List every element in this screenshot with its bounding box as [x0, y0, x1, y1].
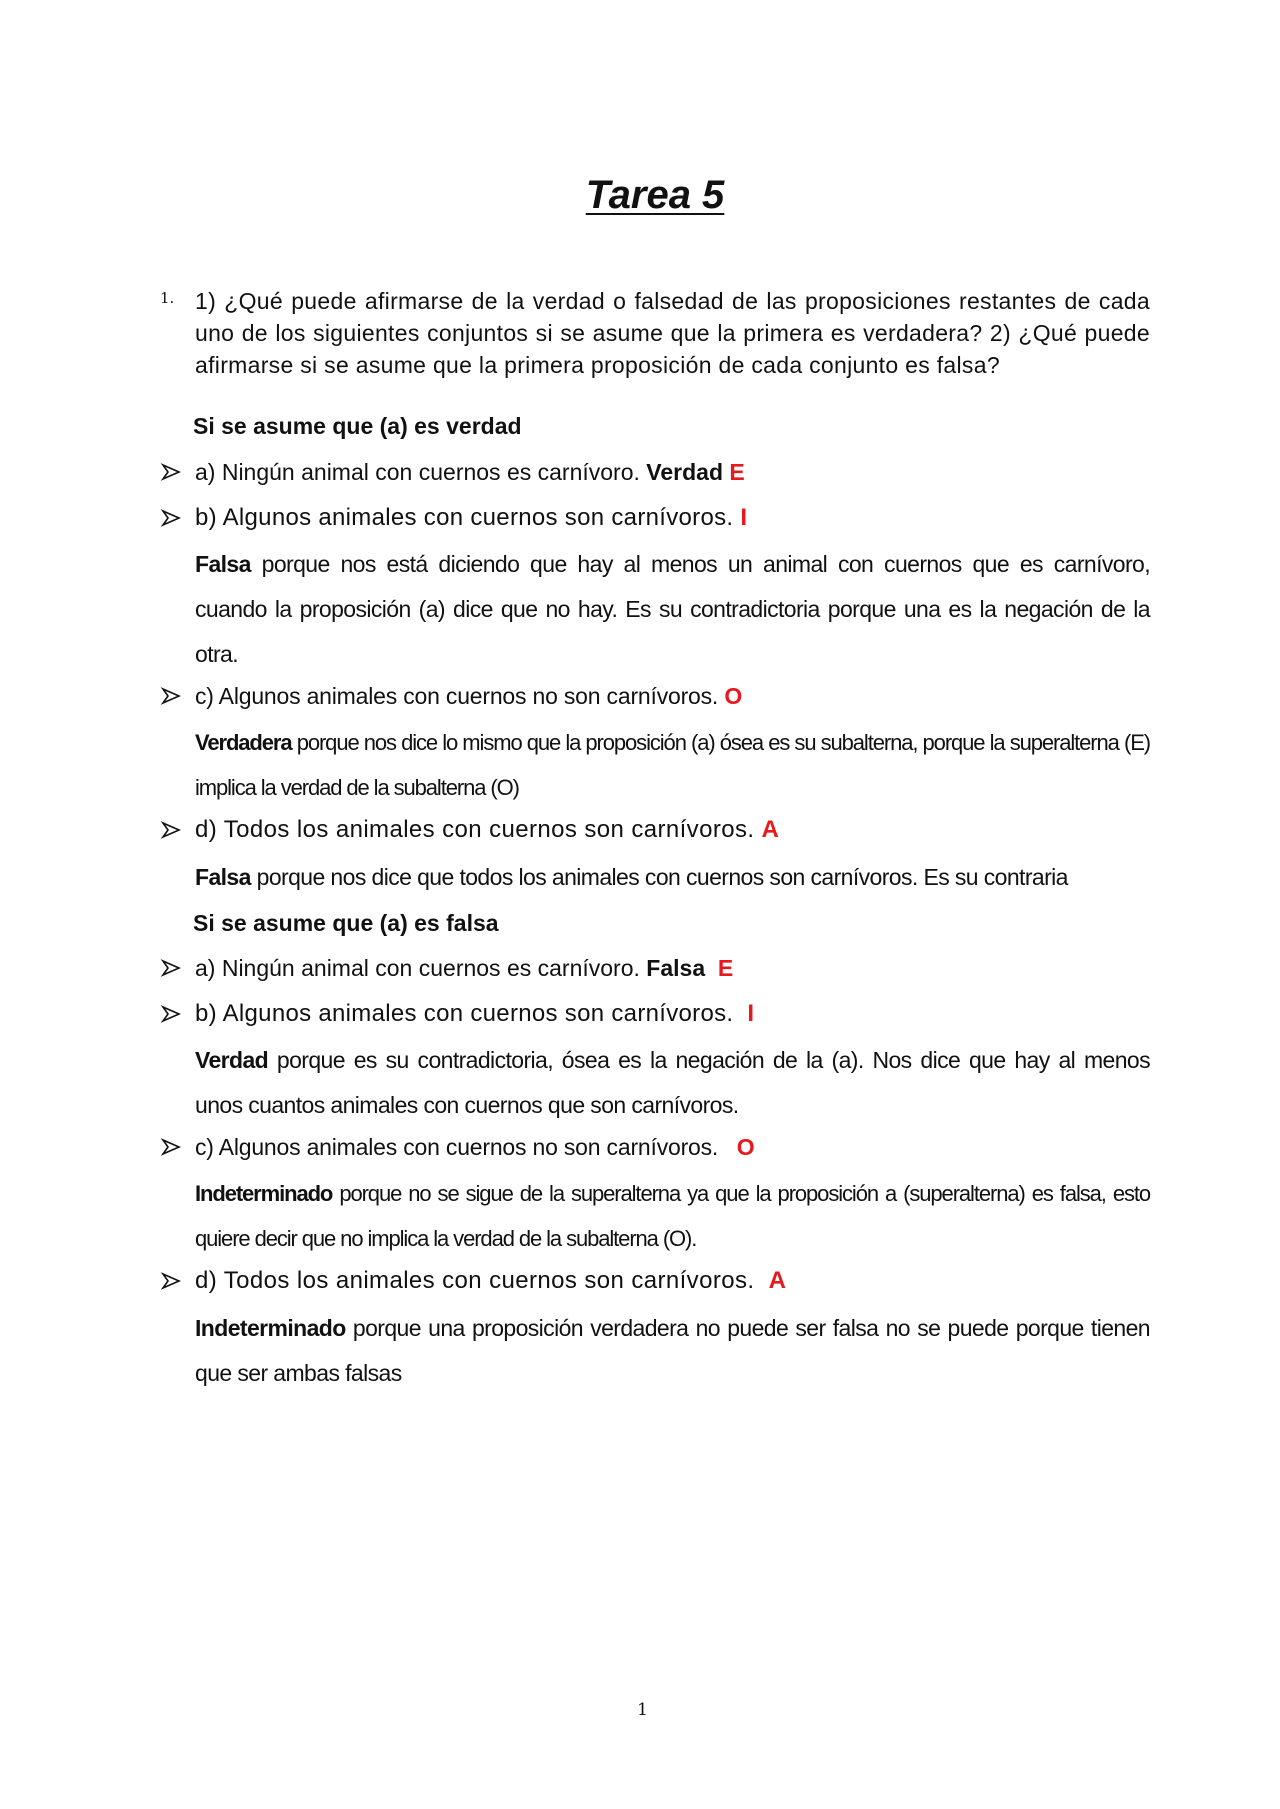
explanation-text: porque es su contradictoria, ósea es la negación de la (a). Nos dice que hay al menos unos cuantos animales con cuernos que son carnívoros.: [195, 1047, 1150, 1118]
page-number: 1: [637, 1700, 648, 1720]
proposition-letter: O: [736, 1134, 755, 1160]
verdict-label: Verdad: [646, 459, 724, 485]
statement-text: b) Algunos animales con cuernos son carnívoros.: [195, 504, 734, 531]
statement-text: d) Todos los animales con cuernos son carnívoros.: [195, 816, 755, 843]
page-title: Tarea 5: [585, 173, 725, 217]
verdict-label: Indeterminado: [195, 1181, 333, 1206]
verdict-label: Verdadera: [195, 730, 292, 755]
explanation-text: porque nos está diciendo que hay al menos un animal con cuernos que es carnívoro, cuando la proposición (a) dice que no hay. Es su contradictoria porque una es la negación de la otra.: [195, 551, 1150, 667]
explanation-text: porque no se sigue de la superalterna ya que la proposición a (superalterna) es falsa, esto quiere decir que no implica la verdad de la subalterna (O).: [195, 1181, 1150, 1251]
statement-text: a) Ningún animal con cuernos es carnívoro.: [195, 459, 640, 485]
section-heading-true: Si se asume que (a) es verdad: [193, 413, 522, 439]
verdict-label: Indeterminado: [195, 1315, 346, 1341]
verdict-label: Falsa: [195, 551, 251, 577]
arrowhead-bullet-icon: [160, 456, 182, 488]
arrowhead-bullet-icon: [160, 814, 182, 846]
proposition-letter: A: [761, 816, 780, 843]
proposition-letter: E: [729, 459, 745, 485]
explanation-text: porque una proposición verdadera no puede ser falsa no se puede porque tienen que ser ambas falsas: [195, 1315, 1150, 1386]
arrowhead-bullet-icon: [160, 502, 182, 534]
explanation-false-c: [195, 1171, 1150, 1261]
question-text: 1) ¿Qué puede afirmarse de la verdad o falsedad de las proposiciones restantes de cada uno de los siguientes conjuntos si se asume que la primera es verdadera? 2) ¿Qué puede afirmarse si se asume que la primera proposición de cada conjunto es falsa?: [195, 288, 1150, 378]
explanation-text: porque nos dice que todos los animales con cuernos son carnívoros. Es su contraria: [256, 864, 1068, 890]
arrowhead-bullet-icon: [160, 1131, 182, 1163]
explanation-text: porque nos dice lo mismo que la proposición (a) ósea es su subalterna, porque la superalterna (E) implica la verdad de la subalterna (O): [195, 730, 1150, 800]
verdict-label: Verdad: [195, 1047, 269, 1073]
explanation-false-b: [195, 1038, 1150, 1128]
section-heading-false: Si se asume que (a) es falsa: [193, 910, 499, 936]
verdict-label: Falsa: [195, 864, 251, 890]
proposition-letter: A: [768, 1267, 787, 1294]
statement-text: c) Algunos animales con cuernos no son carnívoros.: [195, 683, 719, 709]
proposition-letter: E: [717, 955, 734, 981]
statement-text: b) Algunos animales con cuernos son carnívoros.: [195, 1000, 734, 1027]
arrowhead-bullet-icon: [160, 952, 182, 984]
explanation-true-b: [195, 542, 1150, 677]
explanation-false-d: [195, 1306, 1150, 1396]
proposition-letter: O: [724, 683, 743, 709]
statement-text: a) Ningún animal con cuernos es carnívoro.: [195, 955, 640, 981]
statement-text: c) Algunos animales con cuernos no son carnívoros.: [195, 1134, 719, 1160]
arrowhead-bullet-icon: [160, 1265, 182, 1297]
question-1: [160, 285, 1150, 381]
arrowhead-bullet-icon: [160, 998, 182, 1030]
verdict-label: Falsa: [646, 955, 706, 981]
proposition-letter: I: [740, 504, 748, 531]
question-number: 1.: [160, 289, 175, 307]
proposition-letter: I: [747, 1000, 755, 1027]
explanation-true-c: [195, 720, 1150, 810]
arrowhead-bullet-icon: [160, 680, 182, 712]
statement-text: d) Todos los animales con cuernos son carnívoros.: [195, 1267, 755, 1294]
explanation-true-d: [195, 855, 1150, 900]
